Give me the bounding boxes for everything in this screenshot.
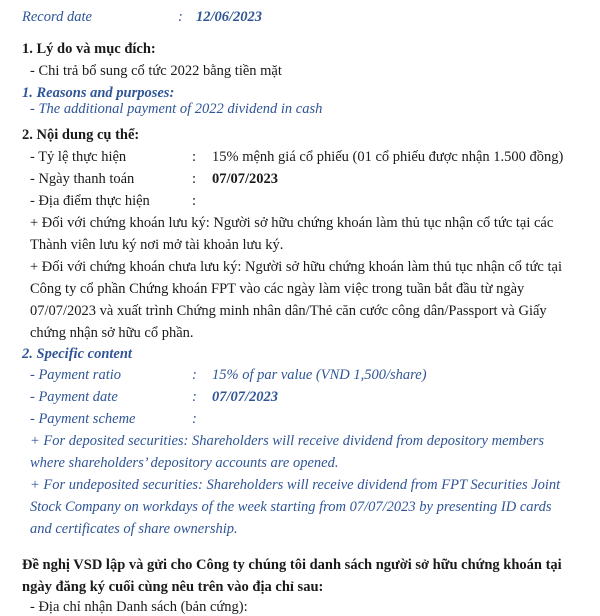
row-vi-place-colon: : xyxy=(192,193,197,209)
row-vi-place-label: - Địa điểm thực hiện xyxy=(30,193,150,209)
para2-en-line2: Stock Company on workdays of the week starting from 07/07/2023 by presenting ID cards xyxy=(30,499,552,515)
row-vi-ratio-label: - Tỷ lệ thực hiện xyxy=(30,149,127,165)
row-vi-paydate-label: - Ngày thanh toán xyxy=(30,171,135,187)
record-date-colon: : xyxy=(178,9,183,25)
request-line1: Đề nghị VSD lập và gửi cho Công ty chúng tôi danh sách người sở hữu chứng khoán tại xyxy=(22,557,562,573)
para1-en-line2: where shareholders’ depository accounts are opened. xyxy=(30,455,339,471)
row-en-paydate-label: - Payment date xyxy=(30,389,118,405)
para2-vi-line3: 07/07/2023 và xuất trình Chứng minh nhân dân/Thẻ căn cước công dân/Passport và Giấy xyxy=(30,303,547,319)
request-line2: ngày đăng ký cuối cùng nêu trên vào địa chỉ sau: xyxy=(22,579,324,595)
para2-vi-line2: Công ty cổ phần Chứng khoán FPT vào các ngày làm việc trong tuần bắt đầu từ ngày xyxy=(30,281,525,297)
record-date-label: Record date xyxy=(22,9,92,25)
para2-vi-line4: chứng nhận sở hữu cổ phần. xyxy=(30,325,194,341)
section1-heading-vi: 1. Lý do và mục đích: xyxy=(22,41,156,57)
para2-en-line1: + For undeposited securities: Shareholders will receive dividend from FPT Securities Joint xyxy=(30,477,561,493)
row-en-ratio-value: 15% of par value (VND 1,500/share) xyxy=(212,367,427,383)
para1-en-line1: + For deposited securities: Shareholders will receive dividend from depository members xyxy=(30,433,544,449)
row-en-scheme-colon: : xyxy=(192,411,197,427)
section1-item-en: - The additional payment of 2022 dividend in cash xyxy=(30,101,323,117)
row-vi-ratio-colon: : xyxy=(192,149,197,165)
para1-vi-line2: Thành viên lưu ký nơi mở tài khoản lưu ký. xyxy=(30,237,284,253)
row-en-scheme-label: - Payment scheme xyxy=(30,411,136,427)
record-date-value: 12/06/2023 xyxy=(196,9,263,25)
row-en-paydate-value: 07/07/2023 xyxy=(212,389,279,405)
row-vi-ratio-value: 15% mệnh giá cổ phiếu (01 cổ phiếu được nhận 1.500 đồng) xyxy=(212,149,564,165)
row-en-ratio-colon: : xyxy=(192,367,197,383)
row-vi-paydate-colon: : xyxy=(192,171,197,187)
para2-en-line3: and certificates of share ownership. xyxy=(30,521,238,537)
para1-vi-line1: + Đối với chứng khoán lưu ký: Người sở hữu chứng khoán làm thủ tục nhận cổ tức tại các xyxy=(30,215,554,231)
section1-item-vi: - Chi trả bổ sung cổ tức 2022 bằng tiền mặt xyxy=(30,63,282,79)
row-en-ratio-label: - Payment ratio xyxy=(30,367,122,383)
section1-heading-en: 1. Reasons and purposes: xyxy=(22,85,175,101)
row-en-paydate-colon: : xyxy=(192,389,197,405)
section2-heading-vi: 2. Nội dung cụ thể: xyxy=(22,127,140,143)
row-vi-paydate-value: 07/07/2023 xyxy=(212,171,279,187)
section2-heading-en: 2. Specific content xyxy=(22,346,132,362)
request-line3: - Địa chỉ nhận Danh sách (bản cứng): xyxy=(30,599,248,615)
para2-vi-line1: + Đối với chứng khoán chưa lưu ký: Người sở hữu chứng khoán làm thủ tục nhận cổ tức tại xyxy=(30,259,562,275)
